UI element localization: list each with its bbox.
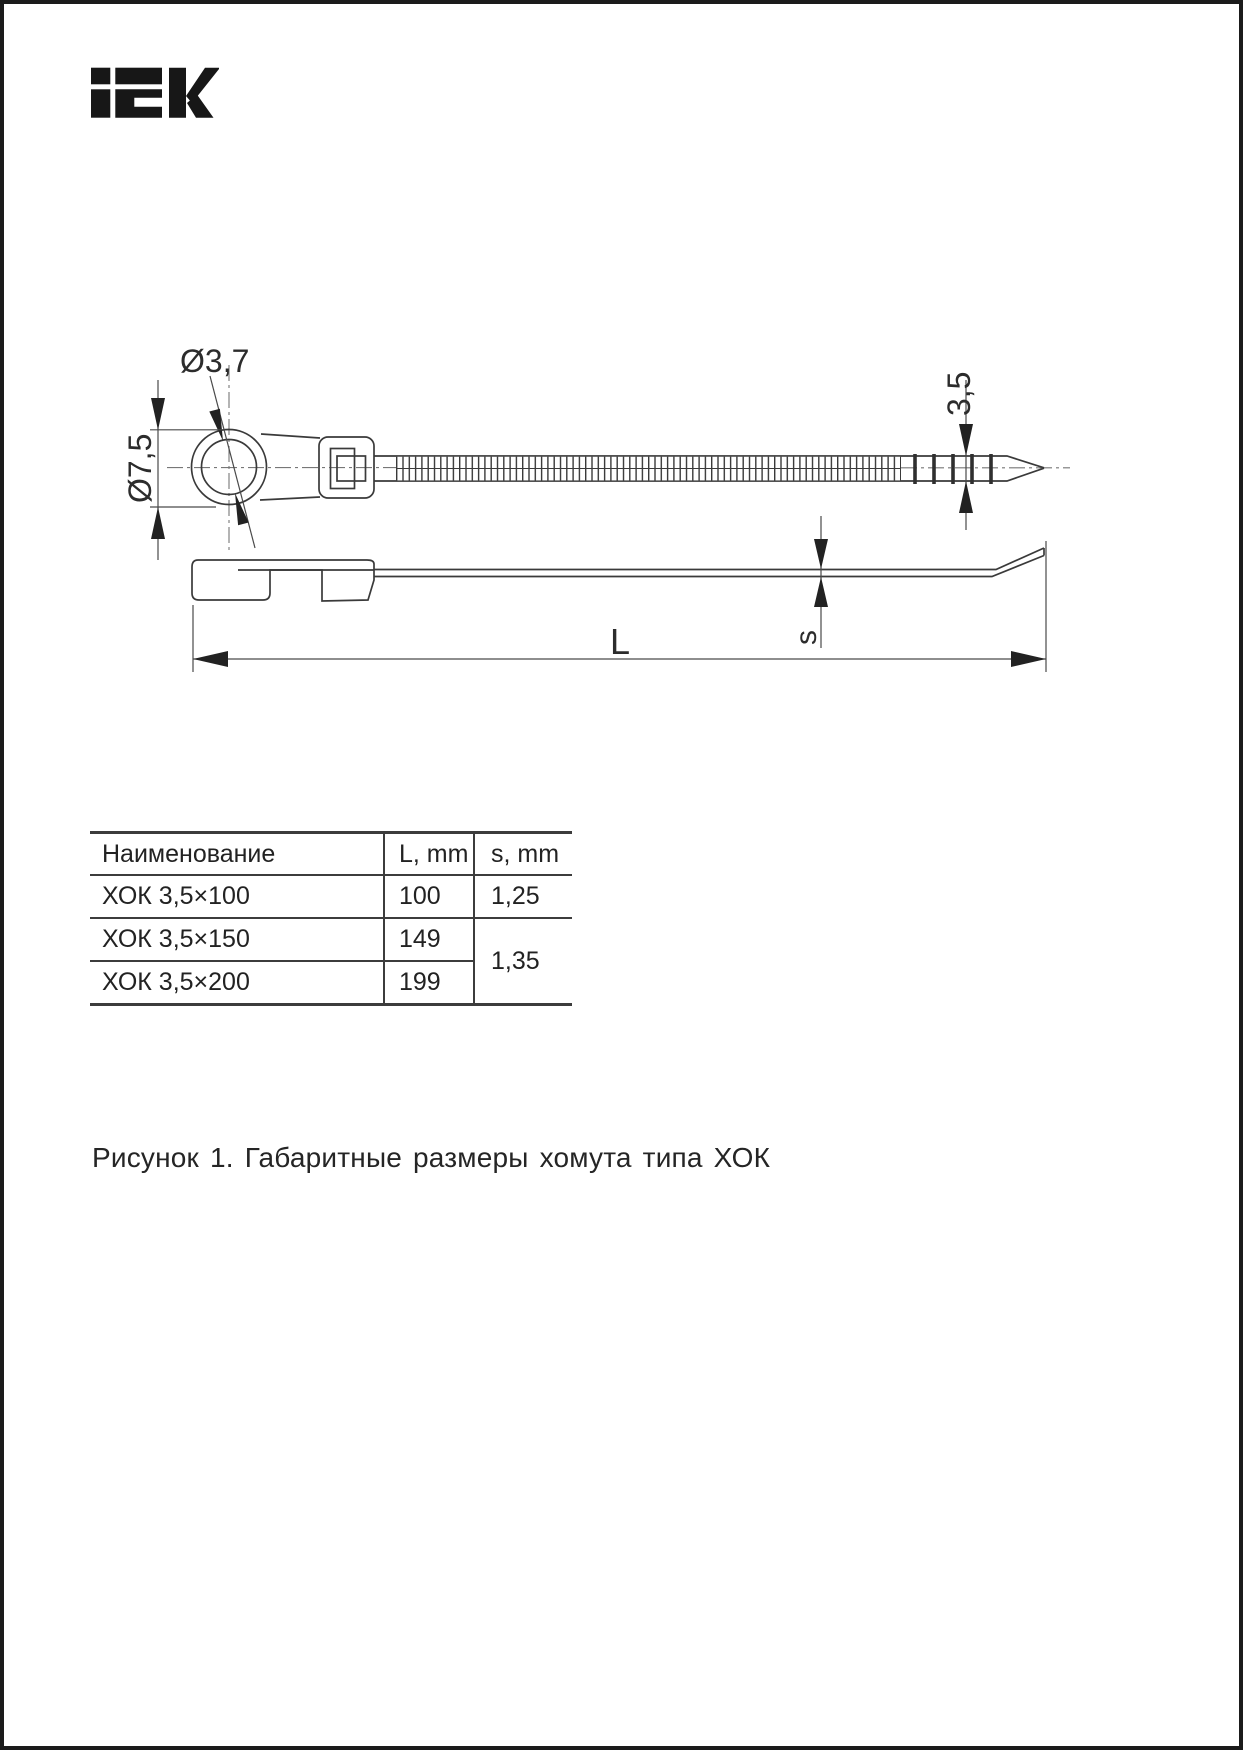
header-l-mm: L, mm <box>384 833 474 876</box>
dim-thickness <box>790 516 828 648</box>
tip-tick-marks <box>915 454 991 484</box>
lock-window-inner <box>337 456 366 481</box>
cell-s-2-3: 1,35 <box>474 918 572 1005</box>
iek-logo <box>89 62 219 120</box>
dim-label-hole: Ø3,7 <box>180 343 250 379</box>
figure-caption: Рисунок 1. Габаритные размеры хомута типа ХОК <box>92 1142 771 1173</box>
cell-s-1: 1,25 <box>474 875 572 918</box>
side-view <box>192 548 1044 601</box>
technical-drawing <box>4 284 1243 704</box>
side-strap-bottom <box>374 556 1044 577</box>
lock-window-outer <box>331 449 355 489</box>
header-name: Наименование <box>90 833 384 876</box>
cell-l-1: 100 <box>384 875 474 918</box>
logo-k-arm <box>186 68 219 103</box>
header-s-mm: s, mm <box>474 833 572 876</box>
cell-name-3: ХОК 3,5×200 <box>90 961 384 1005</box>
dim-label-head: Ø7,5 <box>122 433 158 503</box>
cell-l-3: 199 <box>384 961 474 1005</box>
dim-label-thickness: s <box>790 630 823 645</box>
logo-i-stem <box>91 89 110 117</box>
side-strap-top <box>374 548 1044 570</box>
cell-name-1: ХОК 3,5×100 <box>90 875 384 918</box>
dim-label-length: L <box>610 621 631 662</box>
dim-label-width: 3,5 <box>941 371 977 416</box>
table-row <box>90 875 572 918</box>
dim-hole-diameter <box>180 343 255 548</box>
table-header-row <box>90 833 572 876</box>
logo-i-dot <box>91 68 110 85</box>
logo-e-body <box>115 89 162 117</box>
cell-name-2: ХОК 3,5×150 <box>90 918 384 961</box>
dim-strap-width <box>941 372 977 530</box>
cell-l-2: 149 <box>384 918 474 961</box>
side-head-outline <box>192 560 374 601</box>
table-row <box>90 918 572 961</box>
dimensions-table <box>90 831 572 1006</box>
dim-head-diameter <box>122 380 222 560</box>
logo-e-top <box>115 68 162 85</box>
logo-k-stem <box>169 68 186 118</box>
